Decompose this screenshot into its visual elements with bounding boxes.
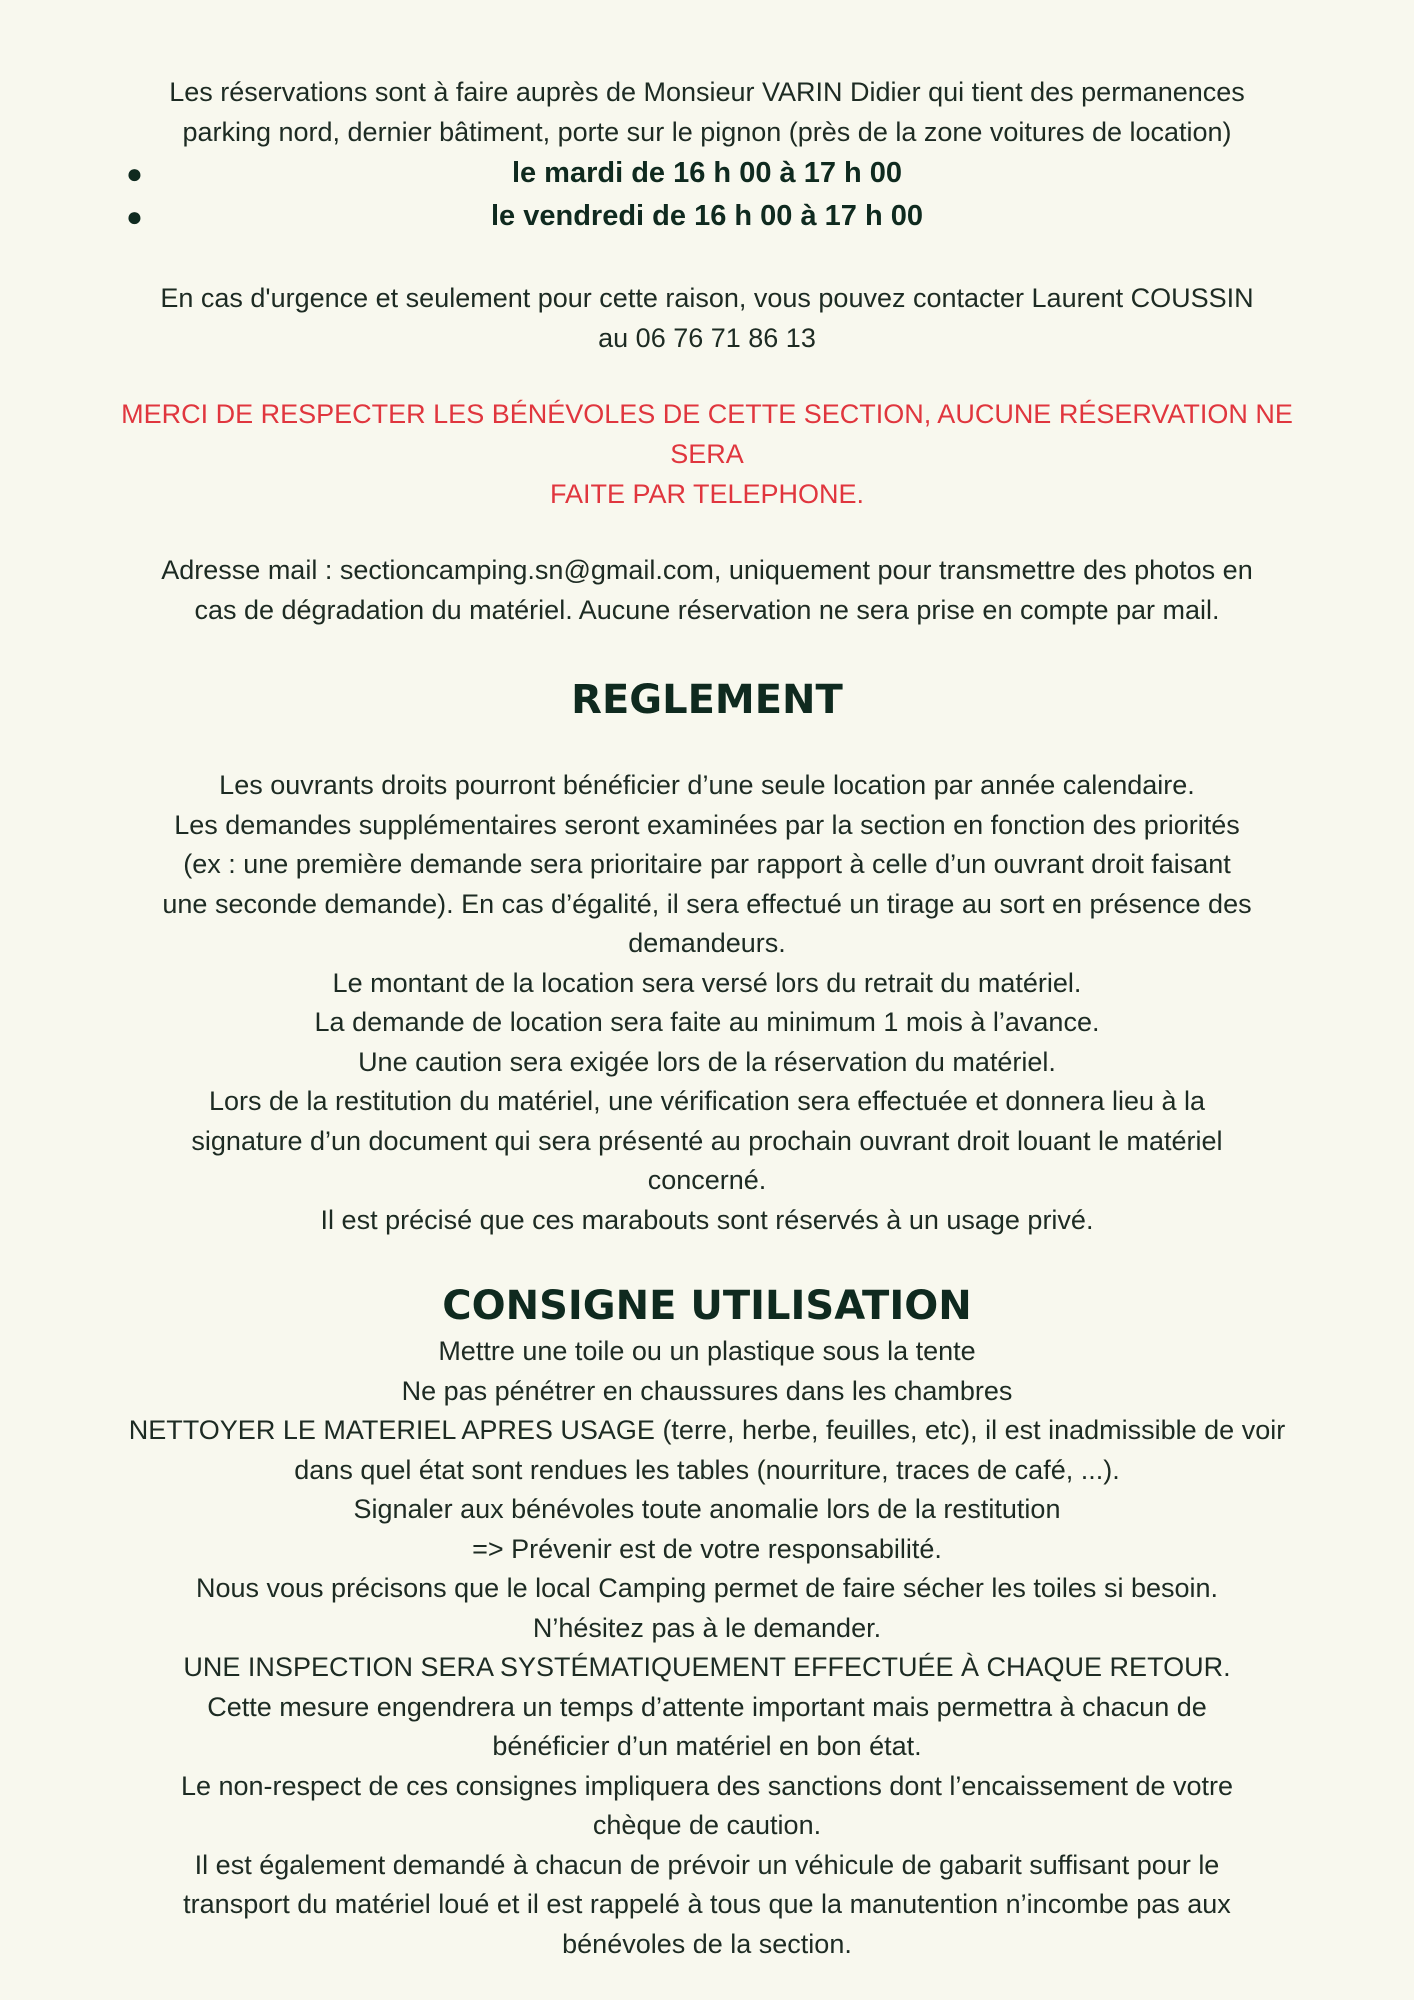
reglement-line: (ex : une première demande sera prioritaire par rapport à celle d’un ouvrant droit faisant [183, 849, 1231, 879]
consigne-line: Il est également demandé à chacun de prévoir un véhicule de gabarit suffisant pour le [194, 1849, 1220, 1880]
reglement-line: concerné. [647, 1165, 767, 1195]
intro-block [96, 72, 1318, 152]
consigne-line: transport du matériel loué et il est rappelé à tous que la manutention n’incombe pas aux [183, 1889, 1231, 1919]
consigne-line: NETTOYER LE MATERIEL APRES USAGE (terre, herbe, feuilles, etc), il est inadmissible de voir [128, 1415, 1286, 1445]
hours-item-friday [96, 195, 1318, 238]
bullet-icon: ● [126, 201, 143, 232]
warning-notice [96, 394, 1318, 514]
consigne-line: Mettre une toile ou un plastique sous la tente [438, 1336, 976, 1366]
hours-list [96, 152, 1318, 238]
reglement-line: Les demandes supplémentaires seront examinées par la section en fonction des priorités [174, 809, 1240, 840]
reglement-line: demandeurs. [628, 928, 786, 958]
consigne-body [96, 1332, 1318, 1964]
urgent-line-2: au 06 76 71 86 13 [598, 323, 816, 353]
reglement-line: Les ouvrants droits pourront bénéficier d’une seule location par année calendaire. [219, 770, 1195, 800]
mail-line-1: Adresse mail : sectioncamping.sn@gmail.com, uniquement pour transmettre des photos en [161, 555, 1253, 585]
consigne-heading: CONSIGNE UTILISATION [442, 1283, 972, 1329]
consigne-line: Cette mesure engendrera un temps d’attente important mais permettra à chacun de [207, 1691, 1207, 1722]
reglement-line: Une caution sera exigée lors de la réservation du matériel. [358, 1046, 1056, 1077]
mail-block [96, 550, 1318, 630]
intro-line-2: parking nord, dernier bâtiment, porte sur le pignon (près de la zone voitures de location) [182, 117, 1232, 147]
consigne-line: UNE INSPECTION SERA SYSTÉMATIQUEMENT EFFECTUÉE À CHAQUE RETOUR. [183, 1652, 1231, 1682]
reglement-line: La demande de location sera faite au minimum 1 mois à l’avance. [314, 1007, 1100, 1037]
urgent-contact-block [96, 278, 1318, 358]
warning-line-1: MERCI DE RESPECTER LES BÉNÉVOLES DE CETTE SECTION, AUCUNE RÉSERVATION NE SERA [121, 399, 1293, 469]
consigne-line: chèque de caution. [592, 1810, 822, 1840]
consigne-line: Le non-respect de ces consignes impliquera des sanctions dont l’encaissement de votre [180, 1770, 1234, 1801]
reglement-line: Le montant de la location sera versé lors du retrait du matériel. [332, 967, 1082, 998]
consigne-line: Ne pas pénétrer en chaussures dans les chambres [401, 1375, 1013, 1406]
hours-item-label: le mardi de 16 h 00 à 17 h 00 [511, 157, 903, 189]
warning-line-2: FAITE PAR TELEPHONE. [549, 479, 865, 509]
consigne-line: Signaler aux bénévoles toute anomalie lors de la restitution [353, 1494, 1061, 1524]
hours-item-tuesday [96, 152, 1318, 195]
mail-line-2: cas de dégradation du matériel. Aucune réservation ne sera prise en compte par mail. [194, 595, 1220, 625]
bullet-icon: ● [126, 158, 143, 189]
reglement-heading: REGLEMENT [571, 677, 843, 723]
consigne-line: bénéficier d’un matériel en bon état. [492, 1731, 922, 1761]
consigne-line: dans quel état sont rendues les tables (nourriture, traces de café, ...). [294, 1454, 1120, 1485]
consigne-line: N’hésitez pas à le demander. [532, 1612, 882, 1643]
consigne-line: Nous vous précisons que le local Camping permet de faire sécher les toiles si besoin. [195, 1573, 1219, 1603]
consigne-line: bénévoles de la section. [562, 1928, 852, 1959]
reglement-line: signature d’un document qui sera présenté au prochain ouvrant droit louant le matériel [191, 1125, 1223, 1156]
reglement-line: Il est précisé que ces marabouts sont réservés à un usage privé. [320, 1204, 1094, 1235]
intro-line-1: Les réservations sont à faire auprès de Monsieur VARIN Didier qui tient des permanences [169, 77, 1245, 107]
reglement-line: Lors de la restitution du matériel, une vérification sera effectuée et donnera lieu à la [208, 1086, 1206, 1116]
hours-item-label: le vendredi de 16 h 00 à 17 h 00 [491, 200, 923, 232]
reglement-body [96, 766, 1318, 1240]
urgent-line-1: En cas d'urgence et seulement pour cette raison, vous pouvez contacter Laurent COUSSIN [160, 283, 1254, 313]
reglement-line: une seconde demande). En cas d’égalité, il sera effectué un tirage au sort en présence des [162, 888, 1252, 919]
consigne-line: => Prévenir est de votre responsabilité. [472, 1533, 942, 1564]
